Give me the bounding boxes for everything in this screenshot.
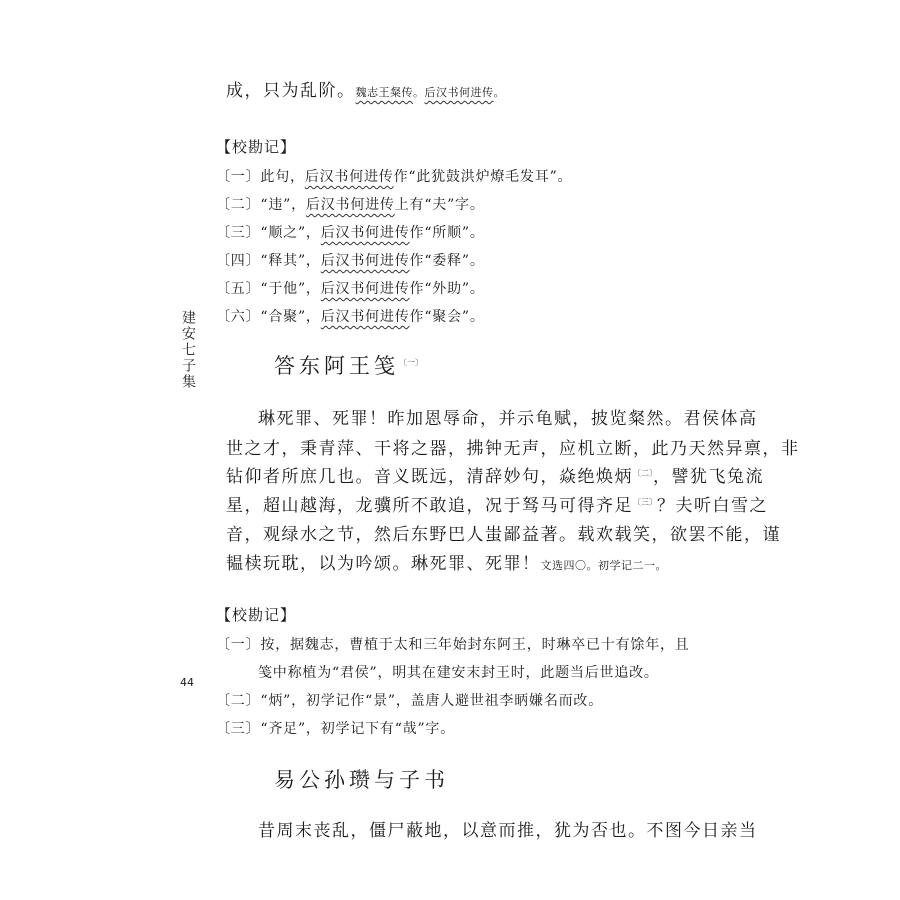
collation-note xyxy=(216,166,572,186)
note-text: “顺之”， xyxy=(260,225,321,241)
footnote-marker: 〔一〕 xyxy=(399,358,423,367)
note-text: 此句， xyxy=(260,169,305,185)
source-citation: 文选四〇。初学记二一。 xyxy=(540,559,667,572)
note-marker: 〔五〕 xyxy=(216,281,261,297)
body-line xyxy=(226,491,768,516)
collation-note xyxy=(216,278,485,298)
note-text: 作“聚会”。 xyxy=(409,309,485,325)
collation-note xyxy=(216,194,485,214)
note-text: 作“外助”。 xyxy=(409,281,485,297)
note-marker: 〔二〕 xyxy=(216,693,261,709)
body-text: ，譬犹飞兔流 xyxy=(653,467,764,487)
book-title: 后汉书何进传 xyxy=(304,169,394,185)
collation-note xyxy=(216,690,603,710)
note-marker: 〔三〕 xyxy=(216,721,261,737)
collation-notes-heading: 【校勘记】 xyxy=(216,606,297,624)
body-text: 钻仰者所庶几也。音义既远，清辞妙句，焱绝焕炳 xyxy=(226,467,633,487)
note-text: 上有“夫”字。 xyxy=(394,197,485,213)
source-end: 。 xyxy=(493,86,505,99)
note-text: “齐足”，初学记下有“哉”字。 xyxy=(260,721,456,737)
body-text: ？夫听白雪之 xyxy=(657,496,768,516)
note-marker: 〔三〕 xyxy=(216,225,261,241)
note-marker: 〔一〕 xyxy=(216,637,261,653)
collation-note xyxy=(216,250,485,270)
book-title: 后汉书何进传 xyxy=(320,309,410,325)
note-text: “合聚”， xyxy=(260,309,321,325)
collation-note xyxy=(216,718,455,738)
section-heading: 易公孙瓒与子书 xyxy=(274,768,449,792)
note-text: “于他”， xyxy=(260,281,321,297)
note-text: “违”， xyxy=(260,197,306,213)
collation-notes-heading: 【校勘记】 xyxy=(216,138,297,156)
note-marker: 〔一〕 xyxy=(216,169,261,185)
book-title: 后汉书何进传 xyxy=(320,225,410,241)
source-citation xyxy=(356,86,506,99)
body-text: 星，超山越海，龙骥所不敢追，况于驽马可得齐足 xyxy=(226,496,633,516)
source-sep: 。 xyxy=(413,86,425,99)
note-text: “炳”，初学记作“景”，盖唐人避世祖李昞嫌名而改。 xyxy=(260,693,604,709)
running-head-book-title: 建安七子集 xyxy=(180,310,196,390)
collation-note xyxy=(216,306,485,326)
body-line: 世之才，秉青萍、干将之器，拂钟无声，应机立断，此乃天然异禀，非 xyxy=(226,439,800,459)
body-line: 昔周末丧乱，僵尸蔽地，以意而推，犹为否也。不图今日亲当 xyxy=(258,821,758,841)
note-text: 按，据魏志，曹植于太和三年始封东阿王，时琳卒已十有馀年，且 xyxy=(260,637,690,653)
collation-note xyxy=(216,634,690,654)
body-line xyxy=(226,462,764,487)
body-text: 成，只为乱阶。 xyxy=(226,81,356,101)
note-text: “释其”， xyxy=(260,253,321,269)
collation-note-continued: 笺中称植为“君侯”，明其在建安末封王时，此题当后世追改。 xyxy=(258,665,659,681)
book-title: 后汉书何进传 xyxy=(320,253,410,269)
footnote-marker: 〔三〕 xyxy=(633,497,657,507)
collation-note xyxy=(216,222,485,242)
section-heading xyxy=(274,350,423,380)
note-marker: 〔六〕 xyxy=(216,309,261,325)
body-line: 琳死罪、死罪！昨加恩辱命，并示龟赋，披览粲然。君侯体高 xyxy=(258,409,758,429)
note-text: 作“此犹鼓洪炉燎毛发耳”。 xyxy=(393,169,573,185)
continuation-line xyxy=(226,76,505,101)
section-title: 答东阿王笺 xyxy=(274,354,399,378)
body-line xyxy=(226,549,667,574)
page-number: 44 xyxy=(180,676,194,689)
source-title: 魏志王粲传 xyxy=(355,86,413,99)
note-marker: 〔四〕 xyxy=(216,253,261,269)
book-title: 后汉书何进传 xyxy=(305,197,395,213)
note-marker: 〔二〕 xyxy=(216,197,261,213)
body-line: 音，观绿水之节，然后东野巴人蚩鄙益著。载欢载笑，欲罢不能，谨 xyxy=(226,525,781,545)
source-title: 后汉书何进传 xyxy=(424,86,494,99)
book-title: 后汉书何进传 xyxy=(320,281,410,297)
note-text: 作“委释”。 xyxy=(409,253,485,269)
footnote-marker: 〔二〕 xyxy=(633,468,653,478)
note-text: 作“所顺”。 xyxy=(409,225,485,241)
body-text: 韫椟玩耽，以为吟颂。琳死罪、死罪！ xyxy=(226,554,541,574)
